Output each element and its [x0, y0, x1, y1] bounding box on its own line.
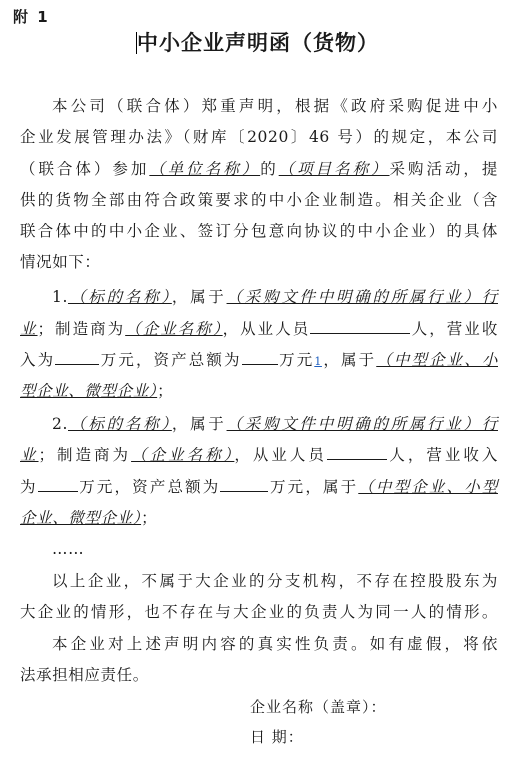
item2-line-4 [20, 503, 498, 533]
p1-line-1: 本公司（联合体）郑重声明，根据《政府采购促进中小 [52, 97, 498, 115]
company-seal-label: 企业名称（盖章）： [250, 698, 387, 716]
item1-num: 1. [52, 288, 68, 306]
item2-staff: ，从业人员 [234, 446, 327, 464]
p2-line-2: 大企业的情形，也不存在与大企业的负责人为同一人的情形。 [20, 603, 498, 621]
item2-line-2 [20, 440, 498, 470]
item2-company-placeholder: （企业名称） [131, 446, 235, 464]
item2-wan1: 万元，资产总额为 [77, 478, 221, 496]
item1-end: ； [157, 382, 174, 400]
p1-line-5: 联合体中的中小企业、签订分包意向协议的中小企业）的具体 [20, 222, 498, 240]
item2-num: 2. [52, 415, 68, 433]
p1-line-4: 供的货物全部由符合政策要求的中小企业制造。相关企业（含 [20, 191, 498, 209]
item2-target-placeholder: （标的名称） [68, 415, 172, 433]
p1-l3-c: 采购活动，提 [389, 160, 499, 178]
item1-wan1: 万元，资产总额为 [99, 351, 242, 369]
item1-belongs: ，属于 [171, 288, 227, 306]
p2-line-1: 以上企业，不属于大企业的分支机构，不存在控股股东为 [52, 572, 498, 590]
ellipsis: …… [52, 540, 85, 558]
item2-industry-placeholder: （采购文件中明确的所属行业）行 [226, 415, 498, 433]
item1-staff: ，从业人员 [222, 320, 311, 338]
p3-line-1: 本企业对上述声明内容的真实性负责。如有虚假，将依 [52, 635, 498, 653]
date-label: 日 期： [250, 728, 304, 746]
project-name-placeholder: （项目名称） [278, 160, 390, 178]
item2-end: ； [141, 509, 158, 527]
item2-type-placeholder: （中型企业、小型 [358, 478, 498, 496]
item1-type-end: 型企业、微型企业） [20, 382, 158, 400]
footnote-marker[interactable]: 1 [314, 355, 322, 368]
item1-line-4 [20, 376, 498, 406]
item1-revenue-blank [55, 350, 99, 365]
item1-industry-placeholder: （采购文件中明确的所属行业）行 [226, 288, 498, 306]
item2-rev: 为 [20, 478, 38, 496]
item1-rev: 入为 [20, 351, 56, 369]
title-text: 中小企业声明函（货物） [137, 31, 379, 55]
item1-target-placeholder: （标的名称） [68, 288, 172, 306]
item1-line-2 [20, 314, 498, 344]
p1-l3-a: （联合体）参加 [20, 160, 150, 178]
item1-type-placeholder: （中型企业、小 [376, 351, 498, 369]
p1-line-6: 情况如下： [20, 253, 101, 271]
item2-staff-blank [327, 445, 387, 460]
annex-label: 附 1 [13, 8, 50, 26]
page-title [0, 27, 515, 57]
p1-line-2: 企业发展管理办法》（财库〔2020〕46 号）的规定，本公司 [20, 128, 498, 146]
item1-wan2: 万元 [277, 351, 315, 369]
p1-l3-b: 的 [260, 160, 279, 178]
item1-line-1 [52, 282, 498, 312]
item1-line-3 [20, 345, 498, 377]
item2-maker: ；制造商为 [38, 446, 132, 464]
item2-wan2: 万元，属于 [268, 478, 359, 496]
item1-maker: ；制造商为 [37, 320, 126, 338]
item2-type-end: 企业、微型企业） [20, 509, 142, 527]
item2-person: 人，营业收入 [386, 446, 498, 464]
item2-assets-blank [220, 477, 268, 492]
item2-line-1 [52, 409, 498, 439]
unit-name-placeholder: （单位名称） [149, 160, 261, 178]
item1-belongs2: ，属于 [321, 351, 377, 369]
item1-staff-blank [310, 319, 410, 334]
item2-industry-end: 业 [20, 446, 39, 464]
item2-belongs: ，属于 [171, 415, 227, 433]
item2-revenue-blank [38, 477, 78, 492]
p3-line-2: 法承担相应责任。 [20, 666, 149, 684]
item1-person: 人，营业收 [410, 320, 498, 338]
item2-line-3 [20, 472, 498, 502]
p1-line-3 [20, 154, 498, 184]
item1-industry-end: 业 [20, 320, 38, 338]
item1-assets-blank [242, 350, 278, 365]
item1-company-placeholder: （企业名称） [125, 320, 223, 338]
